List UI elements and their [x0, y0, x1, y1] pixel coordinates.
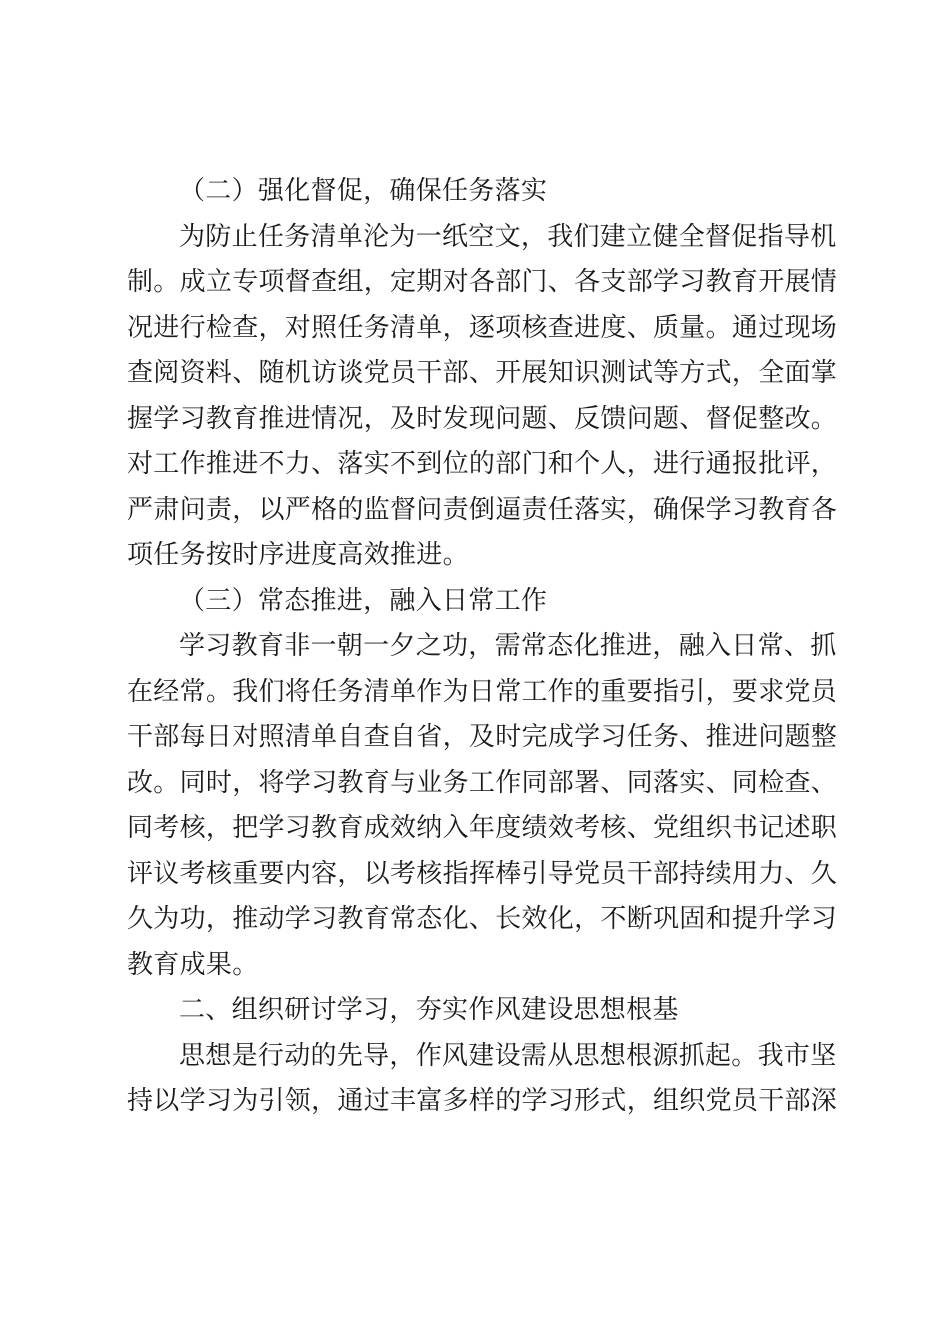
paragraph-line: 况进行检查，对照任务清单，逐项核查进度、质量。通过现场	[127, 312, 838, 343]
paragraph-line: 为防止任务清单沦为一纸空文，我们建立健全督促指导机	[179, 221, 837, 252]
paragraph-line: 学习教育非一朝一夕之功，需常态化推进，融入日常、抓	[179, 631, 837, 661]
paragraph-line: 项任务按时序进度高效推进。	[127, 540, 469, 570]
paragraph-line: 严肃问责，以严格的监督问责倒逼责任落实，确保学习教育各	[127, 494, 838, 525]
paragraph-line: 教育成果。	[127, 949, 259, 980]
paragraph-line: 评议考核重要内容，以考核指挥棒引导党员干部持续用力、久	[127, 858, 838, 889]
paragraph-line: 改。同时，将学习教育与业务工作同部署、同落实、同检查、	[127, 767, 838, 798]
paragraph-line: 制。成立专项督查组，定期对各部门、各支部学习教育开展情	[127, 267, 838, 297]
section-heading-3: （三）常态推进，融入日常工作	[179, 585, 548, 616]
paragraph-line: 持以学习为引领，通过丰富多样的学习形式，组织党员干部深	[127, 1086, 838, 1116]
document-body	[127, 169, 838, 1125]
paragraph-line: 干部每日对照清单自查自省，及时完成学习任务、推进问题整	[127, 722, 838, 752]
paragraph-line: 握学习教育推进情况，及时发现问题、反馈问题、督促整改。	[127, 403, 838, 434]
paragraph-line: 久为功，推动学习教育常态化、长效化，不断巩固和提升学习	[127, 904, 838, 934]
paragraph-line: 对工作推进不力、落实不到位的部门和个人，进行通报批评，	[127, 449, 838, 479]
paragraph-line: 思想是行动的先导，作风建设需从思想根源抓起。我市坚	[179, 1040, 837, 1071]
chapter-heading: 二、组织研讨学习，夯实作风建设思想根基	[179, 995, 679, 1025]
paragraph-line: 同考核，把学习教育成效纳入年度绩效考核、党组织书记述职	[127, 813, 838, 843]
paragraph-line: 查阅资料、随机访谈党员干部、开展知识测试等方式，全面掌	[127, 358, 838, 388]
section-heading-2: （二）强化督促，确保任务落实	[179, 176, 548, 206]
paragraph-line: 在经常。我们将任务清单作为日常工作的重要指引，要求党员	[127, 676, 838, 707]
